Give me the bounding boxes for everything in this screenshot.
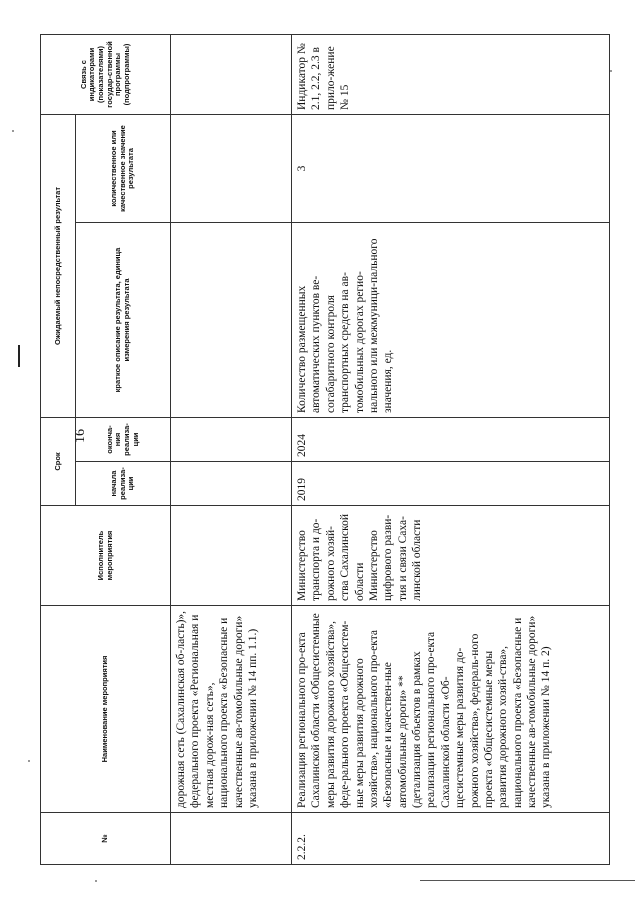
- cell-value: 3: [292, 115, 610, 223]
- header-name: Наименование мероприятия: [41, 606, 171, 813]
- cell-num: 2.2.2.: [292, 813, 610, 865]
- header-expected-desc: краткое описание результата, единица измерения результата: [76, 223, 171, 418]
- header-term-start: начала реализа-ции: [76, 462, 171, 506]
- cell-executor: Министерство транспорта и до-рожного хозяй-ства Сахалинской области Министерство цифрового разви-тия и связи Саха-линской области: [292, 506, 610, 606]
- bottom-line: [420, 880, 635, 881]
- cell-link: [171, 35, 292, 115]
- header-num: №: [41, 813, 171, 865]
- scan-speck: [610, 70, 612, 72]
- cell-desc: [171, 223, 292, 418]
- header-expected-value: количественное или качественное значение результата: [76, 115, 171, 223]
- margin-mark: [18, 345, 20, 367]
- header-executor: Исполнитель мероприятия: [41, 506, 171, 606]
- cell-desc: Количество размещенных автоматических пунктов ве-согабаритного контроля транспортных средств на ав-томобильных дорогах регио-нального или межмуници-пального значения, ед.: [292, 223, 610, 418]
- table-row: [171, 35, 292, 865]
- rotated-table-region: [40, 35, 610, 865]
- cell-name: Реализация регионального про-екта Сахалинской области «Общесистемные меры развития дорожного хозяйства», феде-рального проекта «Общесистем-ные меры развития дорожного хозяйства», национального про-екта «Безопасные и качествен-ные автомобильные дороги» ** (детализация объектов в рамках реализации регионального про-екта Сахалинской области «Об-щесистемные меры развития до-рожного хозяйства», федераль-ного проекта «Общесистемные меры развития дорожного хозяй-ства», национального проекта «Безопасные и качественные ав-томобильные дороги» указана в приложении № 14 п. 2): [292, 606, 610, 813]
- activities-table: [40, 34, 610, 865]
- header-expected-result: Ожидаемый непосредственный результат: [41, 115, 76, 418]
- header-term-end: оконча-ния реализа-ции: [76, 418, 171, 462]
- scan-speck: [95, 880, 97, 882]
- cell-executor: [171, 506, 292, 606]
- cell-num: [171, 813, 292, 865]
- header-indicator-link: Связь с индикаторами (показателями) государ-ственной программы (подпрограммы): [41, 35, 171, 115]
- cell-name: дорожная сеть (Сахалинская об-ласть)», федерального проекта «Региональная и местная дорож-ная сеть», национального проекта «Безопасные и качественные ав-томобильные дороги» указана в приложении № 14 пп. 1.1.): [171, 606, 292, 813]
- table-header-row: [41, 35, 76, 865]
- cell-start: [171, 462, 292, 506]
- cell-link: Индикатор № 2.1, 2.2, 2.3 в прило-жение № 15: [292, 35, 610, 115]
- cell-value: [171, 115, 292, 223]
- scan-speck: [28, 760, 30, 762]
- scan-speck: [12, 130, 14, 132]
- cell-end: 2024: [292, 418, 610, 462]
- table-row: [292, 35, 610, 865]
- header-term: Срок: [41, 418, 76, 506]
- page-number: 16: [73, 429, 88, 443]
- cell-start: 2019: [292, 462, 610, 506]
- cell-end: [171, 418, 292, 462]
